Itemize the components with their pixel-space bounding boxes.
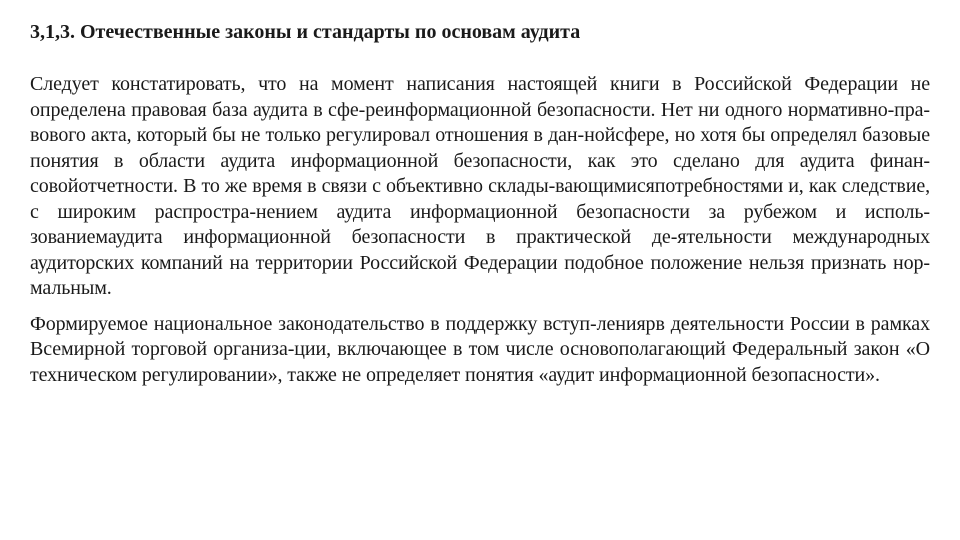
- section-heading: 3,1,3. Отечественные законы и стандарты по основам аудита: [30, 21, 581, 43]
- body-paragraph-2: Формируемое национальное законодательство в поддержку вступ-лениярв деятельности России в рамках Всемирной торговой организа-ции, включающее в том числе основополагающий Федеральный закон «О техническом регулировании», также не определяет понятия «аудит информационной безопасности».: [30, 312, 930, 386]
- body-paragraph-1: Следует констатировать, что на момент написания настоящей книги в Российской Федерации не определена правовая база аудита в сфе-реинформационной безопасности. Нет ни одного нормативно-пра-вового акта, который бы не только регулировал отношения в дан-нойсфере, но хотя бы определял базовые понятия в области аудита информационной безопасности, как это сделано для аудита финан-совойотчетности. В то же время в связи с объективно склады-вающимисяпотребностями и, как следствие, с широким распростра-нением аудита информационной безопасности за рубежом и исполь-зованиемаудита информационной безопасности в практической де-ятельности международных аудиторских компаний на территории Российской Федерации подобное положение нельзя признать нор-мальным.: [30, 73, 930, 299]
